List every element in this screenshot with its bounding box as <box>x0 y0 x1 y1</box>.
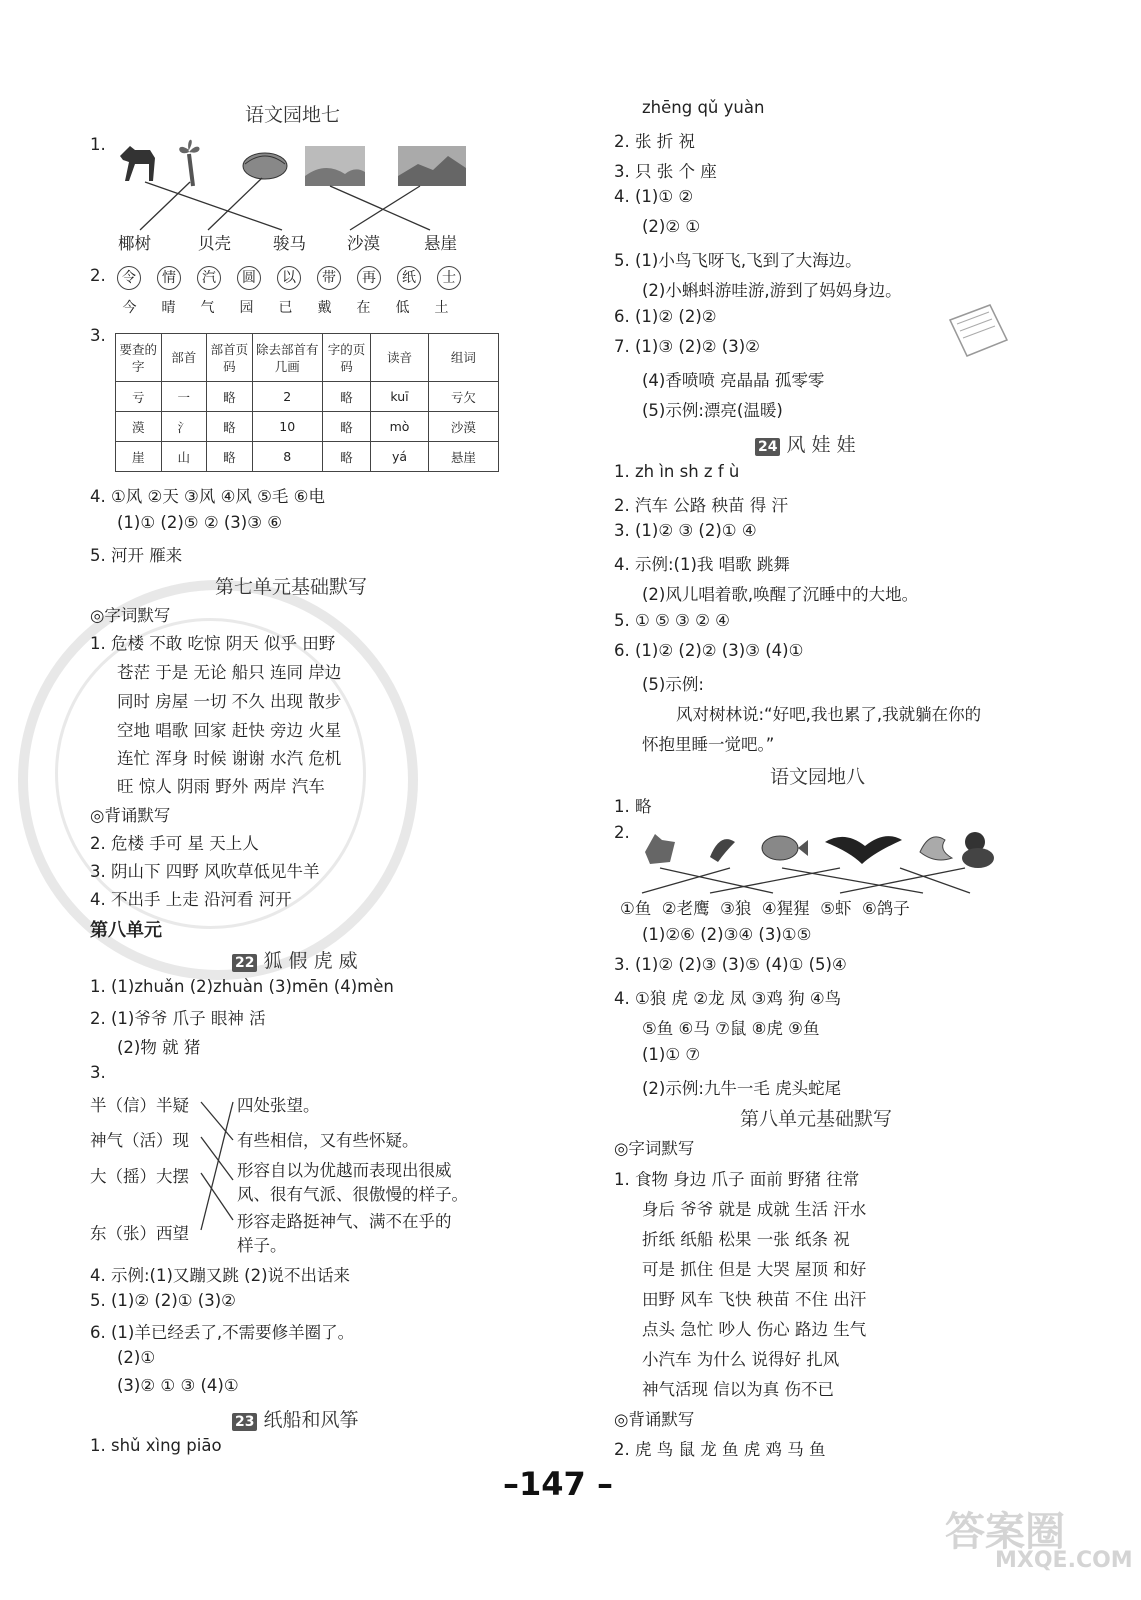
table-header: 字的页码 <box>322 334 370 382</box>
d-row-3: 折纸 纸船 松果 一张 纸条 祝 <box>642 1230 850 1249</box>
words-row-2: 苍茫 于是 无论 船只 连同 岸边 <box>117 663 342 682</box>
match-right-3a: 形容自以为优越而表现出很威 <box>237 1161 452 1180</box>
r-q4a: 4. (1)① ② <box>614 187 694 206</box>
d-row-4: 可是 抓住 但是 大哭 屋顶 和好 <box>642 1260 867 1279</box>
heading-yuwen-8: 语文园地八 <box>770 766 866 788</box>
q2-plain-8: 低 <box>395 300 410 316</box>
words-row-3: 同时 房屋 一切 不久 出现 散步 <box>117 692 342 711</box>
table-cell: 略 <box>322 412 370 442</box>
y-q4b: ⑤鱼 ⑥马 ⑦鼠 ⑧虎 ⑨鱼 <box>642 1019 820 1038</box>
table-cell: 略 <box>322 442 370 472</box>
table-cell: 8 <box>252 442 322 472</box>
table-cell: 10 <box>252 412 322 442</box>
q2-circled-5: 以 <box>277 266 301 290</box>
animal-label-2: ②老鹰 <box>661 899 710 918</box>
lesson23-title-text: 纸船和风筝 <box>263 1409 359 1431</box>
heading-unit8-dictation: 第八单元基础默写 <box>740 1108 893 1130</box>
lesson23-title <box>232 1405 359 1432</box>
watermark-url: MXQE.COM <box>995 1548 1133 1573</box>
q2-circled-3: 汽 <box>197 266 221 290</box>
table-cell: 山 <box>161 442 207 472</box>
r-q5a: 5. (1)小鸟飞呀飞,飞到了大海边。 <box>614 251 862 270</box>
recite-2: 2. 危楼 手可 星 天上人 <box>90 834 259 853</box>
watermark-logo: 答案圈 <box>945 1509 1065 1555</box>
table-header: 组词 <box>428 334 498 382</box>
match-left-2: 神气（活）现 <box>90 1131 189 1150</box>
q2-plain-6: 戴 <box>317 300 332 316</box>
q2-plain-9: 土 <box>434 300 449 316</box>
q2-circled-2: 情 <box>157 266 181 290</box>
l24-q2: 2. 汽车 公路 秧苗 得 汗 <box>614 496 788 515</box>
animal-labels <box>620 895 910 919</box>
match-left-1: 半（信）半疑 <box>90 1096 189 1115</box>
q4a: 4. ①风 ②天 ③风 ④风 ⑤毛 ⑥电 <box>90 487 325 506</box>
l22-q6c: (3)② ① ③ (4)① <box>117 1376 239 1395</box>
match-left-4: 东（张）西望 <box>90 1224 189 1243</box>
words-row-4: 空地 唱歌 回家 赶快 旁边 火星 <box>117 721 342 740</box>
r-q6: 6. (1)② (2)② <box>614 307 717 326</box>
q1-number: 1. <box>90 135 106 154</box>
heading-unit7-dictation: 第七单元基础默写 <box>215 576 368 598</box>
match-left-3: 大（摇）大摆 <box>90 1167 189 1186</box>
q2-plain-5: 已 <box>278 300 293 316</box>
recite-3: 3. 阴山下 四野 风吹草低见牛羊 <box>90 862 320 881</box>
lesson22-number-badge: 22 <box>232 954 257 972</box>
animal-label-3: ③狼 <box>720 899 752 918</box>
q4b: (1)① (2)⑤ ② (3)③ ⑥ <box>117 513 283 532</box>
q2-circled-4: 圆 <box>237 266 261 290</box>
q5: 5. 河开 雁来 <box>90 546 183 565</box>
r-q2: 2. 张 折 祝 <box>614 132 695 151</box>
l22-q5: 5. (1)② (2)① (3)② <box>90 1291 236 1310</box>
l24-q5: 5. ① ⑤ ③ ② ④ <box>614 611 730 630</box>
d-row-6: 点头 急忙 吵人 伤心 路边 生气 <box>642 1320 867 1339</box>
y-q4c: (1)① ⑦ <box>642 1045 701 1064</box>
table-cell: 2 <box>252 382 322 412</box>
l22-q1: 1. (1)zhuǎn (2)zhuàn (3)mēn (4)mèn <box>90 977 394 996</box>
unit8-title: 第八单元 <box>90 920 162 941</box>
table-cell: 亏欠 <box>428 382 498 412</box>
animal-label-4: ④猩猩 <box>761 899 810 918</box>
y-q4d: (2)示例:九牛一毛 虎头蛇尾 <box>642 1079 842 1098</box>
q1-label-3: 骏马 <box>273 234 306 253</box>
table-cell: 沙漠 <box>428 412 498 442</box>
table-header: 部首页码 <box>207 334 253 382</box>
table-cell: kuī <box>371 382 428 412</box>
d-row-5: 田野 风车 飞快 秧苗 不住 出汗 <box>642 1290 867 1309</box>
y-q3: 3. (1)② (2)③ (3)⑤ (4)① (5)④ <box>614 955 847 974</box>
q2-circled-6: 带 <box>317 266 341 290</box>
q3-number: 3. <box>90 326 106 345</box>
match-right-2: 有些相信，又有些怀疑。 <box>237 1131 419 1150</box>
q2-plain-7: 在 <box>356 300 371 316</box>
match-connecting-lines <box>0 0 560 1300</box>
lesson24-number-badge: 24 <box>755 438 780 456</box>
l23-q1: 1. shǔ xìng piāo <box>90 1436 222 1455</box>
r-q3: 3. 只 张 个 座 <box>614 162 717 181</box>
match-right-4a: 形容走路挺神气、满不在乎的 <box>237 1212 452 1231</box>
table-header: 要查的字 <box>116 334 162 382</box>
words-row-5: 连忙 浑身 时候 谢谢 水汽 危机 <box>117 749 342 768</box>
table-cell: 略 <box>207 412 253 442</box>
l24-q4a: 4. 示例:(1)我 唱歌 跳舞 <box>614 555 790 574</box>
l24-q1: 1. zh ìn sh z f ù <box>614 462 740 481</box>
q1-label-1: 椰树 <box>118 234 151 253</box>
lesson23-number-badge: 23 <box>232 1413 257 1431</box>
section-word-dictation-2: ◎字词默写 <box>614 1139 695 1158</box>
q2-circled-7: 再 <box>357 266 381 290</box>
d-recite-2: 2. 虎 鸟 鼠 龙 鱼 虎 鸡 马 鱼 <box>614 1440 826 1459</box>
table-cell: 氵 <box>161 412 207 442</box>
r-q7c: (5)示例:漂亮(温暖) <box>642 401 783 420</box>
q2-plain-4: 园 <box>239 300 254 316</box>
q2-plain-3: 气 <box>200 300 215 316</box>
animal-label-6: ⑥鸽子 <box>861 899 910 918</box>
d-row-8: 神气活现 信以为真 伤不已 <box>642 1380 834 1399</box>
y-q4a: 4. ①狼 虎 ②龙 凤 ③鸡 狗 ④鸟 <box>614 989 842 1008</box>
q2-plain-1: 今 <box>122 300 137 316</box>
lesson24-title-text: 风 娃 娃 <box>786 434 856 456</box>
words-row-1: 1. 危楼 不敢 吃惊 阴天 似乎 田野 <box>90 634 336 653</box>
l22-q4: 4. 示例:(1)又蹦又跳 (2)说不出话来 <box>90 1266 351 1285</box>
table-cell: 略 <box>322 382 370 412</box>
q1-label-4: 沙漠 <box>347 234 380 253</box>
table-cell: 略 <box>207 442 253 472</box>
l22-q2b: (2)物 就 猪 <box>117 1038 201 1057</box>
table-cell: 略 <box>207 382 253 412</box>
q2-circled-8: 纸 <box>397 266 421 290</box>
l24-q6: 6. (1)② (2)② (3)③ (4)① <box>614 641 804 660</box>
d-row-7: 小汽车 为什么 说得好 扎风 <box>642 1350 840 1369</box>
section-recite-dictation: ◎背诵默写 <box>90 806 171 825</box>
page-number: –147 – <box>503 1465 613 1503</box>
match-right-4b: 样子。 <box>237 1236 287 1255</box>
r-q7a: 7. (1)③ (2)② (3)② <box>614 337 760 356</box>
table-cell: 悬崖 <box>428 442 498 472</box>
l24-q6b: (5)示例: <box>642 675 704 694</box>
q2-circled-9: 士 <box>437 266 461 290</box>
l22-q6a: 6. (1)羊已经丢了,不需要修羊圈了。 <box>90 1323 355 1342</box>
r-pinyin: zhēng qǔ yuàn <box>642 98 765 117</box>
q2-plain-2: 晴 <box>161 300 176 316</box>
l22-q6b: (2)① <box>117 1348 156 1367</box>
match-right-3b: 风、很有气派、很傲慢的样子。 <box>237 1185 468 1204</box>
q1-label-2: 贝壳 <box>198 234 231 253</box>
heading-yuwen-7: 语文园地七 <box>245 104 341 126</box>
l24-q6c: 风对树林说:“好吧,我也累了,我就躺在你的 <box>676 705 982 724</box>
table-header: 部首 <box>161 334 207 382</box>
section-word-dictation: ◎字词默写 <box>90 606 171 625</box>
d-row-1: 1. 食物 身边 爪子 面前 野猪 往常 <box>614 1170 860 1189</box>
q1-label-5: 悬崖 <box>424 234 457 253</box>
table-cell: 漠 <box>116 412 162 442</box>
y-q2-number: 2. <box>614 823 630 842</box>
match-right-1: 四处张望。 <box>237 1096 320 1115</box>
l24-q3: 3. (1)② ③ (2)① ④ <box>614 521 757 540</box>
d-row-2: 身后 爷爷 就是 成就 生活 汗水 <box>642 1200 867 1219</box>
words-row-6: 旺 惊人 阴雨 野外 两岸 汽车 <box>117 777 325 796</box>
recite-4: 4. 不出手 上走 沿河看 河开 <box>90 890 292 909</box>
table-cell: 亏 <box>116 382 162 412</box>
lesson22-title-text: 狐 假 虎 威 <box>263 950 358 972</box>
table-header: 读音 <box>371 334 428 382</box>
y-q1: 1. 略 <box>614 797 652 816</box>
table-cell: yá <box>371 442 428 472</box>
y-q2b: (1)②⑥ (2)③④ (3)①⑤ <box>642 925 812 944</box>
q2-circled-1: 令 <box>117 266 141 290</box>
animal-label-5: ⑤虾 <box>820 899 852 918</box>
table-cell: 一 <box>161 382 207 412</box>
animal-label-1: ①鱼 <box>620 899 652 918</box>
animal-connecting-lines <box>570 0 1141 920</box>
r-q7b: (4)香喷喷 亮晶晶 孤零零 <box>642 371 825 390</box>
r-q4b: (2)② ① <box>642 217 701 236</box>
table-header: 除去部首有几画 <box>252 334 322 382</box>
q2-number: 2. <box>90 266 106 285</box>
l24-q6d: 怀抱里睡一觉吧。” <box>642 735 775 754</box>
section-recite-dictation-2: ◎背诵默写 <box>614 1410 695 1429</box>
l22-q3-number: 3. <box>90 1063 106 1082</box>
table-cell: mò <box>371 412 428 442</box>
l22-q2a: 2. (1)爷爷 爪子 眼神 活 <box>90 1009 266 1028</box>
l24-q4b: (2)风儿唱着歌,唤醒了沉睡中的大地。 <box>642 585 919 604</box>
r-q5b: (2)小蝌蚪游哇游,游到了妈妈身边。 <box>642 281 902 300</box>
table-cell: 崖 <box>116 442 162 472</box>
